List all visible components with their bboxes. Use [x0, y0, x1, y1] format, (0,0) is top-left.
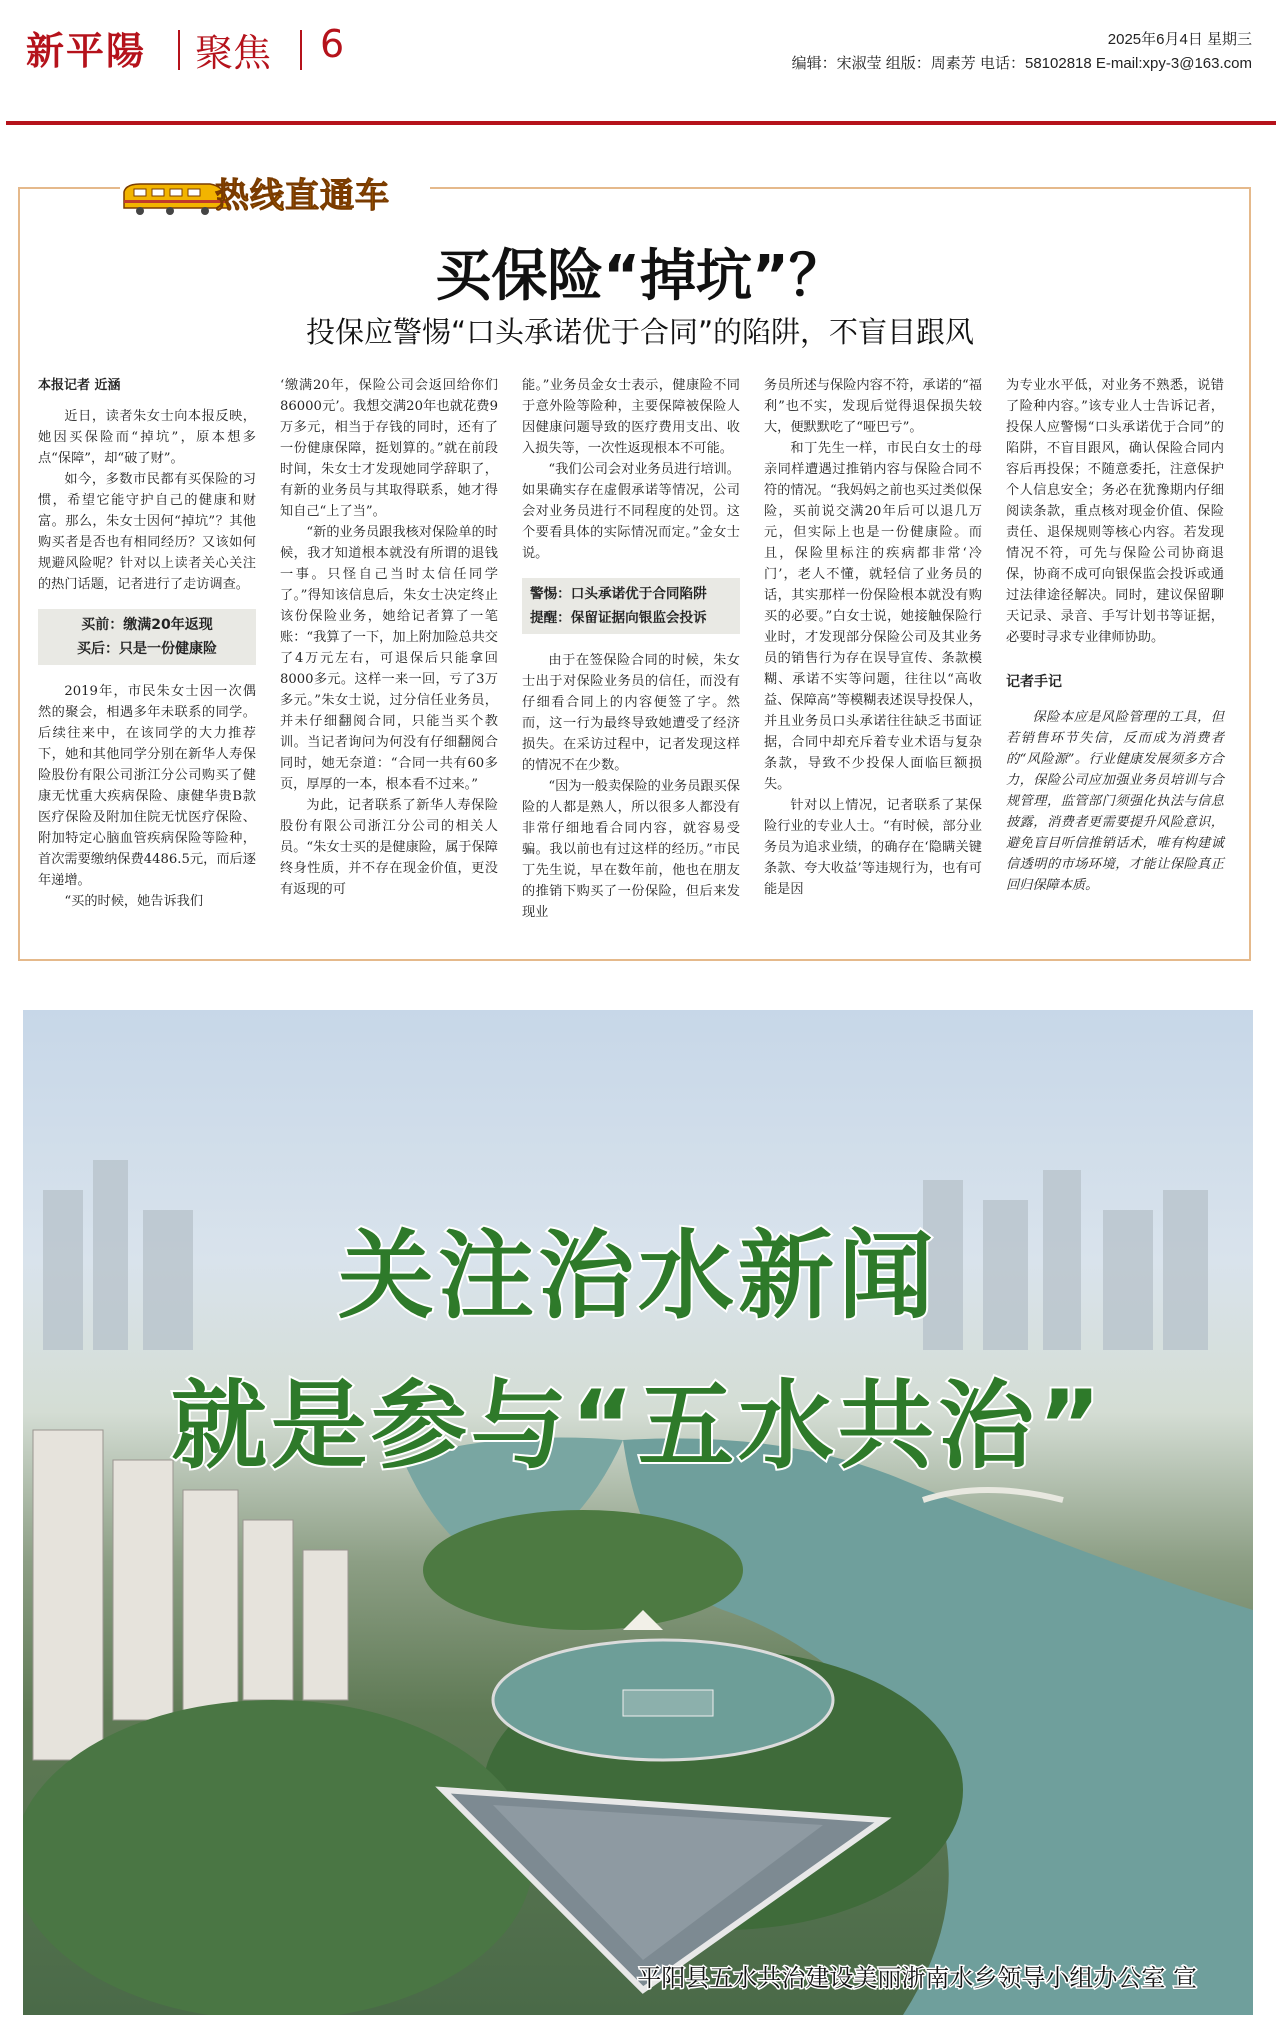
- page-number: 6: [320, 22, 345, 66]
- article-column-3: [522, 375, 740, 923]
- masthead-divider: [178, 30, 180, 70]
- byline: 本报记者 近涵: [38, 378, 121, 393]
- ad-slogan-line-1: 关注治水新闻: [338, 1220, 938, 1332]
- ad-credit: 平阳县五水共治建设美丽浙南水乡领导小组办公室 宣: [637, 1964, 1197, 1992]
- callout-line: 买前：缴满20年返现: [81, 617, 213, 633]
- paragraph: 务员所述与保险内容不符，承诺的“福利”也不实，发现后觉得退保损失较大，便默默吃了“哑巴亏”。: [764, 378, 982, 435]
- paragraph: “买的时候，她告诉我们: [64, 894, 204, 909]
- masthead: [0, 0, 1280, 125]
- paragraph: 针对以上情况，记者联系了某保险行业的专业人士。“有时候，部分业务员为追求业绩，的确存在‘隐瞒关键条款、夸大收益’等违规行为，也有可能是因: [764, 798, 982, 897]
- article-column-5: [1006, 375, 1224, 896]
- paragraph: 为专业水平低，对业务不熟悉，说错了险种内容。”该专业人士告诉记者，投保人应警惕“口头承诺优于合同”的陷阱，不盲目跟风，确认保险合同内容后再投保；不随意委托，注意保护个人信息安全；务必在犹豫期内仔细阅读条款，重点核对现金价值、保险责任、退保规则等核心内容。若发现情况不符，可先与保险公司协商退保，协商不成可向银保监会投诉或通过法律途径解决。同时，建议保留聊天记录、录音、手写计划书等证据，必要时寻求专业律师协助。: [1006, 378, 1224, 645]
- callout-box: [522, 578, 740, 634]
- article-column-2: [280, 375, 498, 900]
- callout-line: 提醒：保留证据向银监会投诉: [530, 610, 707, 626]
- editor-info: 编辑：宋淑莹 组版：周素芳 电话：58102818 E-mail:xpy-3@163.com: [791, 55, 1252, 72]
- article-column-4: [764, 375, 982, 900]
- reporter-notes-title: 记者手记: [1006, 674, 1062, 690]
- issue-date: 2025年6月4日 星期三: [1107, 31, 1252, 48]
- newspaper-logo: 新平陽: [26, 28, 147, 73]
- callout-line: 买后：只是一份健康险: [77, 641, 217, 657]
- article-headline: 买保险“掉坑”？: [435, 244, 845, 309]
- paragraph: 2019年，市民朱女士因一次偶然的聚会，相遇多年未联系的同学。后续往来中，在该同学的大力推荐下，她和其他同学分别在新华人寿保险股份有限公司浙江分公司购买了健康无忧重大疾病保险、康健华贵B款医疗保险及附加住院无忧医疗保险、附加特定心脑血管疾病保险等险种，首次需要缴纳保费4486.5元，而后逐年递增。: [38, 684, 256, 888]
- ad-slogan-line-2: 就是参与“五水共治”: [170, 1370, 1106, 1482]
- reporter-notes-body: 保险本应是风险管理的工具，但若销售环节失信，反而成为消费者的“风险源”。行业健康发展须多方合力，保险公司应加强业务员培训与合规管理，监管部门须强化执法与信息披露，消费者更需要提升风险意识，避免盲目听信推销话术，唯有构建诚信透明的市场环境，才能让保险真正回归保障本质。: [1006, 710, 1224, 893]
- train-icon: [120, 178, 230, 216]
- section-name: 聚焦: [195, 31, 272, 75]
- callout-line: 警惕：口头承诺优于合同陷阱: [530, 586, 707, 602]
- paragraph: ‘缴满20年，保险公司会返回给你们86000元’。我想交满20年也就花费9万多元，相当于存钱的同时，还有了一份健康保障，挺划算的。”就在前段时间，朱女士才发现她同学辞职了，有新的业务员与其取得联系，她才得知自己“上了当”。: [280, 378, 498, 519]
- callout-box: [38, 609, 256, 665]
- paragraph: 由于在签保险合同的时候，朱女士出于对保险业务员的信任，而没有仔细看合同上的内容便签了字。然而，这一行为最终导致她遭受了经济损失。在采访过程中，记者发现这样的情况不在少数。: [522, 653, 740, 773]
- paragraph: “我们公司会对业务员进行培训。如果确实存在虚假承诺等情况，公司会对业务员进行不同程度的处罚。这个要看具体的实际情况而定。”金女士说。: [522, 462, 740, 561]
- paragraph: 为此，记者联系了新华人寿保险股份有限公司浙江分公司的相关人员。“朱女士买的是健康险，属于保障终身性质，并不存在现金价值，更没有返现的可: [280, 798, 498, 897]
- article-column-1: [38, 375, 256, 912]
- paragraph: “新的业务员跟我核对保险单的时候，我才知道根本就没有所谓的退钱一事。只怪自己当时太信任同学了。”得知该信息后，朱女士决定终止该份保险业务，她给记者算了一笔账：“我算了一下，加上附加险总共交了4万元左右，可退保后只能拿回8000多元。这样一来一回，亏了3万多元。”朱女士说，过分信任业务员，并未仔细翻阅合同，只能当买个教训。当记者询问为何没有仔细翻阅合同时，她无奈道：“合同一共有60多页，厚厚的一本，根本看不过来。”: [280, 525, 498, 792]
- paragraph: 如今，多数市民都有买保险的习惯，希望它能守护自己的健康和财富。那么，朱女士因何“掉坑”？其他购买者是否也有相同经历？又该如何规避风险呢？针对以上读者关心关注的热门话题，记者进行了走访调查。: [38, 472, 256, 592]
- masthead-divider: [300, 30, 302, 70]
- paragraph: 能。”业务员金女士表示，健康险不同于意外险等险种，主要保障被保险人因健康问题导致的医疗费用支出、收入损失等，一次性返现根本不可能。: [522, 378, 740, 456]
- article-subheadline: 投保应警惕“口头承诺优于合同”的陷阱，不盲目跟风: [305, 315, 975, 349]
- paragraph: 近日，读者朱女士向本报反映，她因买保险而“掉坑”，原本想多点“保障”，却“破了财”。: [38, 409, 256, 466]
- public-service-ad: [23, 1010, 1253, 2015]
- aerial-park-photo: [23, 1010, 1253, 2015]
- paragraph: “因为一般卖保险的业务员跟买保险的人都是熟人，所以很多人都没有非常仔细地看合同内容，就容易受骗。我以前也有过这样的经历。”市民丁先生说，早在数年前，他也在朋友的推销下购买了一份保险，但后来发现业: [522, 779, 740, 920]
- masthead-rule: [6, 121, 1276, 125]
- column-banner-title: 热线直通车: [215, 176, 390, 216]
- paragraph: 和丁先生一样，市民白女士的母亲同样遭遇过推销内容与保险合同不符的情况。“我妈妈之前也买过类似保险，买前说交满20年后可以退几万元，但实际上也是一份健康险。而且，保险里标注的疾病都非常‘冷门’，老人不懂，就轻信了业务员的话，其实那样一份保险根本就没有购买的必要。”白女士说，她接触保险行业时，才发现部分保险公司及其业务员的销售行为存在误导宣传、条款模糊、承诺不实等问题，往往以“高收益、保障高”等模糊表述误导投保人，并且业务员口头承诺往往缺乏书面证据，合同中却充斥着专业术语与复杂条款，导致不少投保人面临巨额损失。: [764, 441, 982, 792]
